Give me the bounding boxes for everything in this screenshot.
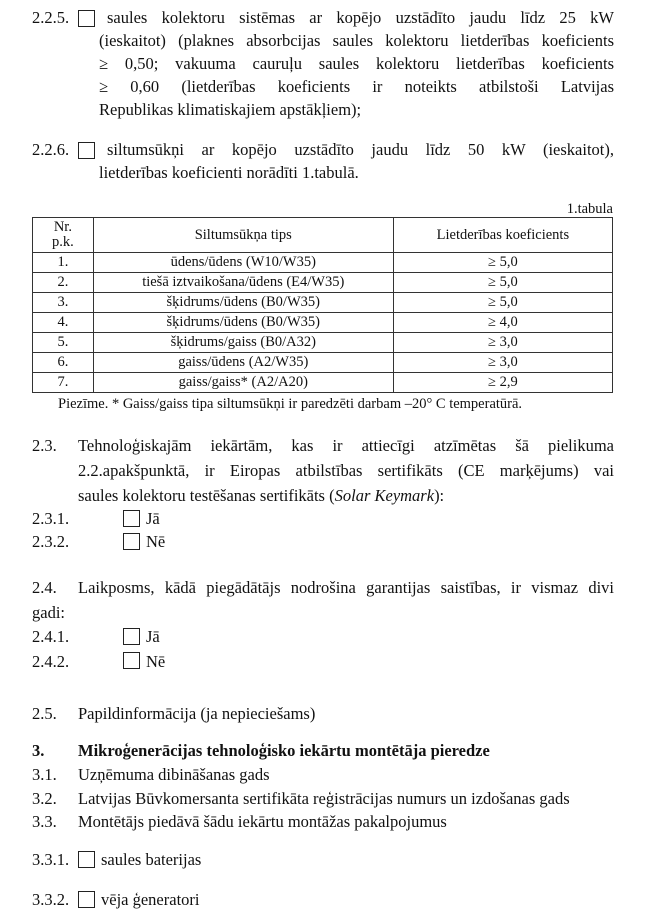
option-label: vēja ģeneratori xyxy=(101,890,200,909)
item-text-line: 2.2.apakšpunktā, ir Eiropas atbilstības sertifikāts (CE marķējums) vai xyxy=(78,461,614,480)
item-number: 2.3. xyxy=(32,436,57,455)
cell-coef: ≥ 3,0 xyxy=(393,353,612,373)
header-coefficient: Lietderības koeficients xyxy=(393,218,612,253)
cell-type: šķidrums/ūdens (B0/W35) xyxy=(93,293,393,313)
text-fragment: saules kolektoru testēšanas sertifikāts ( xyxy=(78,486,335,505)
cell-nr: 2. xyxy=(33,273,94,293)
table-row xyxy=(33,373,613,393)
header-type: Siltumsūkņa tips xyxy=(93,218,393,253)
item-text-line: lietderības koeficienti norādīti 1.tabulā. xyxy=(99,163,359,182)
cell-coef: ≥ 2,9 xyxy=(393,373,612,393)
section-number: 3. xyxy=(32,741,45,760)
option-label: Nē xyxy=(146,652,166,671)
option-number: 2.4.1. xyxy=(32,627,70,646)
item-text-line: ≥ 0,60 (lietderības koeficients ir noteikts atbilstoši Latvijas xyxy=(99,77,614,96)
cell-nr: 6. xyxy=(33,353,94,373)
heat-pump-coefficients-table xyxy=(32,217,613,393)
cell-type: šķidrums/ūdens (B0/W35) xyxy=(93,313,393,333)
cell-type: tiešā iztvaikošana/ūdens (E4/W35) xyxy=(93,273,393,293)
item-text-line xyxy=(78,486,444,506)
checkbox-2-4-1-yes[interactable] xyxy=(123,628,140,645)
item-number: 3.1. xyxy=(32,765,57,784)
checkbox-solar-collectors[interactable] xyxy=(78,10,95,27)
checkbox-2-3-2-no[interactable] xyxy=(123,533,140,550)
item-text-line: ≥ 0,50; vakuuma cauruļu saules kolektoru lietderības koeficients xyxy=(99,54,614,73)
cell-type: gaiss/ūdens (A2/W35) xyxy=(93,353,393,373)
table-row xyxy=(33,313,613,333)
cell-coef: ≥ 5,0 xyxy=(393,253,612,273)
item-text-line: saules kolektoru sistēmas ar kopējo uzstādīto jaudu līdz 25 kW xyxy=(107,8,614,27)
text-fragment: ): xyxy=(434,486,445,505)
cell-nr: 7. xyxy=(33,373,94,393)
item-text-line: gadi: xyxy=(32,603,65,622)
cell-coef: ≥ 5,0 xyxy=(393,273,612,293)
checkbox-2-4-2-no[interactable] xyxy=(123,652,140,669)
checkbox-solar-panels[interactable] xyxy=(78,851,95,868)
cell-type: šķidrums/gaiss (B0/A32) xyxy=(93,333,393,353)
header-nr xyxy=(33,218,94,253)
table-note: Piezīme. * Gaiss/gaiss tipa siltumsūkņi ir paredzēti darbam –20° C temperatūrā. xyxy=(58,396,523,412)
cell-nr: 3. xyxy=(33,293,94,313)
option-number: 3.3.1. xyxy=(32,850,70,869)
option-label: saules baterijas xyxy=(101,850,202,869)
option-number: 2.3.1. xyxy=(32,509,70,528)
solar-keymark-text: Solar Keymark xyxy=(334,486,435,505)
option-label: Nē xyxy=(146,532,166,551)
item-number: 3.2. xyxy=(32,789,57,808)
item-text: Papildinformācija (ja nepieciešams) xyxy=(78,704,316,723)
cell-nr: 4. xyxy=(33,313,94,333)
item-number: 2.2.5. xyxy=(32,8,70,27)
option-label: Jā xyxy=(146,509,160,528)
option-number: 3.3.2. xyxy=(32,890,70,909)
option-number: 2.3.2. xyxy=(32,532,70,551)
section-title: Mikroģenerācijas tehnoloģisko iekārtu montētāja pieredze xyxy=(78,741,490,760)
cell-coef: ≥ 3,0 xyxy=(393,333,612,353)
table-row xyxy=(33,273,613,293)
item-text: Latvijas Būvkomersanta sertifikāta reģistrācijas numurs un izdošanas gads xyxy=(78,789,570,808)
checkbox-wind-generators[interactable] xyxy=(78,891,95,908)
option-label: Jā xyxy=(146,627,160,646)
cell-coef: ≥ 5,0 xyxy=(393,293,612,313)
checkbox-heat-pumps[interactable] xyxy=(78,142,95,159)
item-number: 2.4. xyxy=(32,578,57,597)
option-number: 2.4.2. xyxy=(32,652,70,671)
cell-type: gaiss/gaiss* (A2/A20) xyxy=(93,373,393,393)
table-row xyxy=(33,293,613,313)
cell-nr: 1. xyxy=(33,253,94,273)
item-number: 3.3. xyxy=(32,812,57,831)
cell-nr: 5. xyxy=(33,333,94,353)
table-header-row xyxy=(33,218,613,253)
item-text-line: Tehnoloģiskajām iekārtām, kas ir attiecīgi atzīmētas šā pielikuma xyxy=(78,436,614,455)
item-text: Montētājs piedāvā šādu iekārtu montāžas pakalpojumus xyxy=(78,812,447,831)
cell-type: ūdens/ūdens (W10/W35) xyxy=(93,253,393,273)
table-caption: 1.tabula xyxy=(566,201,613,217)
table-row xyxy=(33,333,613,353)
table-row xyxy=(33,253,613,273)
cell-coef: ≥ 4,0 xyxy=(393,313,612,333)
item-number: 2.5. xyxy=(32,704,57,723)
item-text-line: (ieskaitot) (plaknes absorbcijas saules kolektoru lietderības koeficients xyxy=(99,31,614,50)
header-nr-line1: Nr. xyxy=(53,219,72,235)
item-text-line: Laikposms, kādā piegādātājs nodrošina garantijas saistības, ir vismaz divi xyxy=(78,578,614,597)
checkbox-2-3-1-yes[interactable] xyxy=(123,510,140,527)
item-text-line: siltumsūkņi ar kopējo uzstādīto jaudu līdz 50 kW (ieskaitot), xyxy=(107,140,614,159)
item-number: 2.2.6. xyxy=(32,140,70,159)
header-nr-line2: p.k. xyxy=(52,234,74,250)
item-text: Uzņēmuma dibināšanas gads xyxy=(78,765,270,784)
table-row xyxy=(33,353,613,373)
item-text-line: Republikas klimatiskajiem apstākļiem); xyxy=(99,100,362,119)
